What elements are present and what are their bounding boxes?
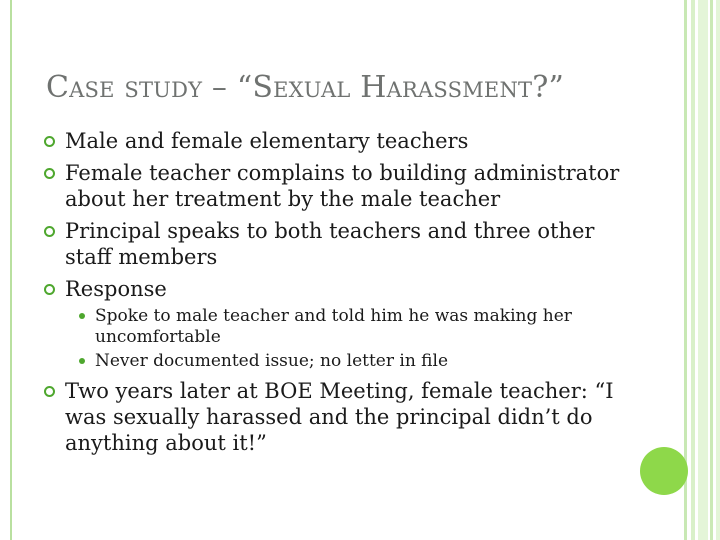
bullet-text: Principal speaks to both teachers and three other staff members [65, 219, 595, 269]
left-border-line [10, 0, 12, 540]
bullet-item [44, 218, 634, 270]
stripe [710, 0, 713, 540]
decorative-circle [640, 447, 688, 495]
bullet-text: Female teacher complains to building administrator about her treatment by the male teacher [65, 161, 620, 211]
circle-bullet-icon [44, 136, 55, 147]
bullet-text: Two years later at BOE Meeting, female teacher: “I was sexually harassed and the principal didn’t do anything about it!” [65, 379, 614, 455]
bullet-text: Male and female elementary teachers [65, 129, 469, 153]
sub-bullet-text: Spoke to male teacher and told him he was making her uncomfortable [95, 306, 572, 347]
bullet-item [44, 276, 634, 372]
right-decorative-stripes [684, 0, 720, 540]
stripe [691, 0, 695, 540]
stripe [716, 0, 720, 540]
sub-bullet-list [65, 306, 634, 372]
bullet-text: Response [65, 277, 167, 301]
dot-bullet-icon [79, 358, 85, 364]
circle-bullet-icon [44, 226, 55, 237]
sub-bullet-item [65, 306, 634, 348]
slide-title: Case study – “Sexual Harassment?” [46, 70, 565, 105]
circle-bullet-icon [44, 386, 55, 397]
bullet-item [44, 128, 634, 154]
stripe [698, 0, 708, 540]
circle-bullet-icon [44, 284, 55, 295]
bullet-list [44, 128, 634, 462]
circle-bullet-icon [44, 168, 55, 179]
bullet-item [44, 160, 634, 212]
dot-bullet-icon [79, 313, 85, 319]
bullet-item [44, 378, 634, 456]
sub-bullet-item [65, 351, 634, 372]
sub-bullet-text: Never documented issue; no letter in file [95, 351, 449, 371]
